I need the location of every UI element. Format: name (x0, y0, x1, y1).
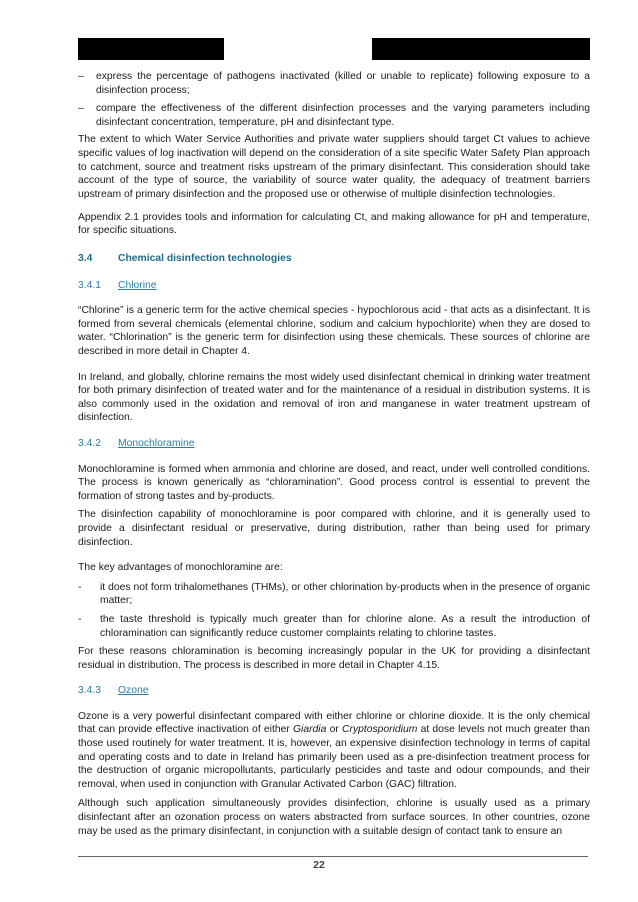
subsection-title: Chlorine (118, 279, 157, 291)
paragraph: “Chlorine” is a generic term for the active chemical species - hypochlorous acid - that acts as a disinfectant. It is formed from several chemicals (elemental chlorine, sodium and calcium hypochlorite) when they are dosed to water. “Chlorination” is the generic term for disinfection using these chemicals. These sources of chlorine are described in more detail in Chapter 4. (78, 305, 590, 357)
section-heading (78, 252, 590, 266)
subsection-heading-chlorine (78, 279, 590, 293)
text-run: at dose levels not much greater than those used routinely for water treatment. It is, however, an expensive disinfection technology in terms of capital and operating costs and to date in Ireland has primarily been used as a pre-disinfection treatment process for the destruction of organic micropollutants, particularly pesticides and taste and odour compounds, and their removal, when used in conjunction with Granular Activated Carbon (GAC) filtration. (78, 724, 590, 790)
text-run: Ozone is a very powerful disinfectant compared with either chlorine or chlorine dioxide. It is the only chemical that can provide effective inactivation of either (78, 710, 590, 736)
paragraph: The key advantages of monochloramine are: (78, 562, 283, 574)
list-item (78, 613, 590, 640)
italic-term: Giardia (293, 724, 327, 736)
subsection-number: 3.4.1 (78, 279, 102, 291)
paragraph: Although such application simultaneously provides disinfection, chlorine is usually used as a primary disinfectant after an ozonation process on waters abstracted from surface sources. In other countries, ozone may be used as the primary disinfectant, in conjunction with a suitable design of contact tank to ensure an (78, 798, 590, 837)
paragraph: In Ireland, and globally, chlorine remains the most widely used disinfectant chemical in drinking water treatment for both primary disinfection of treated water and for the maintenance of a residual in distribution systems. It is also commonly used in the oxidation and removal of iron and manganese in water treatment upstream of disinfection. (78, 371, 590, 424)
section-title: Chemical disinfection technologies (118, 253, 292, 265)
dash-marker: – (78, 103, 84, 115)
subsection-number: 3.4.3 (78, 685, 102, 697)
paragraph: Monochloramine is formed when ammonia and chlorine are dosed, and react, under well controlled conditions. The process is known generically as “chloramination”. Good process control is essential to prevent the formation of strong tastes and by-products. (78, 463, 590, 502)
subsection-title: Monochloramine (118, 437, 195, 449)
subsection-heading-monochloramine (78, 437, 590, 451)
footer-divider (78, 856, 588, 857)
section-number: 3.4 (78, 253, 93, 265)
paragraph (78, 710, 590, 792)
list-item (78, 581, 590, 608)
header-logo-block (78, 38, 224, 60)
dash-marker: - (78, 581, 82, 593)
list-item (78, 102, 590, 129)
dash-marker: – (78, 71, 84, 82)
subsection-heading-ozone (78, 684, 590, 698)
dash-marker: - (78, 613, 82, 625)
header-title-block (372, 38, 590, 60)
list-item-text: the taste threshold is typically much greater than for chlorine alone. As a result the introduction of chloramination can significantly reduce customer complaints relating to chlorine tastes. (100, 613, 590, 639)
page-content (78, 70, 590, 848)
subsection-title: Ozone (118, 685, 149, 697)
paragraph-appendix: Appendix 2.1 provides tools and information for calculating Ct, and making allowance for pH and temperature, for specific situations. (78, 211, 590, 237)
paragraph-ct-values: The extent to which Water Service Authorities and private water suppliers should target Ct values to achieve specific values of log inactivation will depend on the consideration of a site specific Water Safety Plan approach to catchment, source and treatment risks upstream of the primary disinfectant. This consideration should take account of the type of source, the variability of source water quality, the adequacy of treatment barriers upstream of primary disinfection and the proposed use or otherwise of multiple disinfection technologies. (78, 134, 590, 200)
subsection-number: 3.4.2 (78, 437, 102, 449)
page-number: 22 (313, 859, 325, 871)
list-item-text: compare the effectiveness of the different disinfection processes and the varying parameters including disinfectant concentration, temperature, pH and disinfectant type. (96, 103, 590, 128)
paragraph: The disinfection capability of monochloramine is poor compared with chlorine, and it is generally used to provide a disinfectant residual or preservative, during distribution, rather than being used for primary disinfection. (78, 509, 590, 548)
list-item-text: it does not form trihalomethanes (THMs), or other chlorination by-products when in the presence of organic matter; (100, 581, 590, 607)
text-run: or (326, 724, 343, 736)
list-item-text: express the percentage of pathogens inactivated (killed or unable to replicate) following exposure to a disinfection process; (96, 71, 590, 96)
list-item (78, 70, 590, 97)
paragraph: For these reasons chloramination is becoming increasingly popular in the UK for providing a disinfectant residual in distribution. The process is described in more detail in Chapter 4.15. (78, 646, 590, 671)
italic-term: Cryptosporidium (342, 724, 418, 736)
